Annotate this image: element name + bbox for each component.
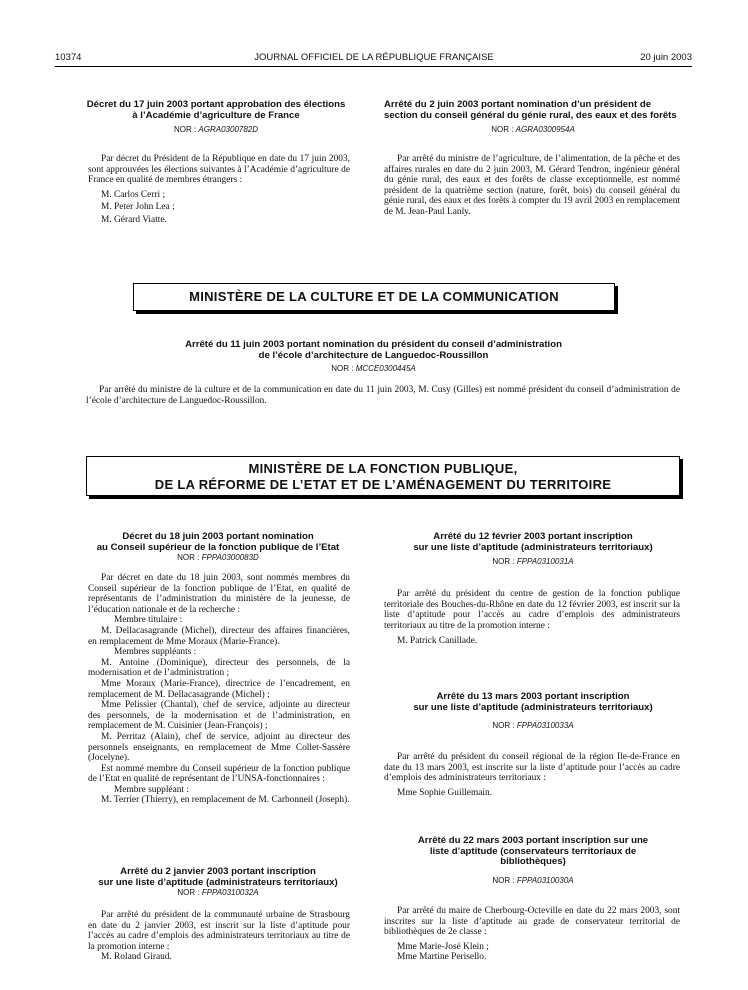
section-heading: Membre suppléant :	[114, 784, 189, 795]
article-text: Par décret en date du 18 juin 2003, sont nommés membres du Conseil supérieur de la fonction publique de l’Etat, en qualité de représentants de l’administration du ministère de la jeunesse, de l’éducation nationale et de la recherche :	[88, 573, 350, 615]
page-number: 10374	[55, 52, 82, 63]
nor-reference	[384, 557, 682, 567]
article-liste-aptitude-ile-de-france	[384, 692, 682, 731]
article-title: Arrêté du 2 juin 2003 portant nomination d’un président de section du conseil général du génie rural, des eaux et des forêts	[384, 99, 677, 121]
article-title-line: Arrêté du 2 janvier 2003 portant inscription	[120, 866, 316, 877]
article-liste-aptitude-bouches-du-rhone	[384, 532, 682, 567]
section-heading: Membre titulaire :	[114, 615, 183, 626]
ministry-heading-line: DE LA RÉFORME DE L’ETAT ET DE L’AMÉNAGEMENT DU TERRITOIRE	[154, 477, 612, 492]
nor-code: FPPA0300083D	[201, 553, 259, 562]
article-body	[88, 154, 350, 226]
article-conseil-superieur	[86, 532, 350, 563]
article-title-line: sur une liste d’aptitude (administrateurs territoriaux)	[413, 541, 653, 553]
inscrit-name: Mme Marie-José Klein ;	[397, 941, 489, 952]
nor-reference	[86, 553, 350, 563]
member-item: Mme Pelissier (Chantal), chef de service, adjointe au directeur des personnels, de la modernisation et de l’administration, en remplacement de M. Cuisinier (Jean-François) ;	[88, 700, 350, 732]
article-title-line: au Conseil supérieur de la fonction publique de l’Etat	[96, 541, 340, 553]
member-item: M. Perritaz (Alain), chef de service, adjoint au directeur des personnels enseignants, en remplacement de Mme Collet-Sassère (Jocelyne).	[88, 731, 350, 764]
article-academie-agriculture	[86, 100, 346, 135]
inscrit-name: Mme Sophie Guillemain.	[397, 787, 493, 798]
inscrit-name: M. Patrick Canillade.	[397, 636, 478, 647]
ministry-fonction-publique-heading	[86, 456, 680, 496]
nor-reference	[384, 125, 682, 135]
nor-label: NOR :	[177, 888, 202, 897]
nor-code: FPPA0310030A	[516, 875, 574, 885]
article-text: Par arrêté du président du conseil régional de la région Ile-de-France en date du 13 mars 2003, est inscrite sur la liste d’aptitude pour l’accès au cadre d’emplois des administrateurs territoriaux :	[384, 752, 680, 784]
member-item: M. Peter John Lea ;	[101, 202, 175, 213]
article-text: Par arrêté du maire de Cherbourg-Octeville en date du 22 mars 2003, sont inscrites sur la liste d’aptitude au grade de conservateur territorial de bibliothèques de 2e classe :	[384, 906, 680, 938]
article-body	[384, 154, 680, 218]
ministry-culture-heading: MINISTÈRE DE LA CULTURE ET DE LA COMMUNICATION	[133, 283, 615, 311]
nor-code: FPPA0310032A	[201, 888, 259, 897]
article-liste-aptitude-cherbourg	[384, 836, 682, 886]
article-title-line: sur une liste d’aptitude (administrateurs territoriaux)	[98, 876, 338, 888]
article-text: Par arrêté du président de la communauté urbaine de Strasbourg en date du 2 janvier 2003, est inscrit sur la liste d’aptitude pour l’accès au cadre d’emplois des administrateurs territoriaux au titre de la promotion interne :	[88, 910, 350, 952]
article-body	[384, 589, 680, 647]
article-text: Par arrêté du ministre de la culture et de la communication en date du 11 juin 2003, M. Cusy (Gilles) est nommé président du conseil d’administration de l’école d’architecture de Languedoc-Roussillon.	[86, 385, 680, 406]
article-title-line: Arrêté du 22 mars 2003 portant inscription sur une	[417, 835, 649, 846]
nor-label: NOR :	[492, 557, 517, 566]
article-ecole-architecture	[55, 340, 692, 374]
article-title-line: de l’école d’architecture de Languedoc-Roussillon	[258, 349, 489, 361]
article-body	[384, 752, 680, 798]
article-conseil-genie-rural	[384, 100, 682, 135]
member-item: M. Gérard Viatte.	[101, 214, 167, 225]
nor-label: NOR :	[492, 875, 517, 885]
article-title-line: Arrêté du 13 mars 2003 portant inscription	[436, 691, 630, 702]
nor-code: MCCE0300445A	[355, 364, 416, 373]
nor-reference	[384, 721, 682, 731]
nor-code: AGRA0300954A	[515, 125, 575, 134]
article-text: Par arrêté du président du centre de gestion de la fonction publique territoriale des Bouches-du-Rhône en date du 12 février 2003, est inscrit sur la liste d’aptitude pour l’accès au cadre d’emplois des administrateurs territoriaux au titre de la promotion interne :	[384, 589, 680, 631]
article-liste-aptitude-strasbourg	[86, 867, 350, 898]
member-item: M. Antoine (Dominique), directeur des personnels, de la modernisation et de l’administration ;	[88, 657, 350, 679]
article-title-line: Décret du 18 juin 2003 portant nomination	[122, 531, 314, 542]
inscrit-name: M. Roland Giraud.	[101, 952, 172, 963]
article-title-line: Arrêté du 11 juin 2003 portant nomination du président du conseil d’administration	[185, 339, 562, 350]
member-item: M. Carlos Cerri ;	[101, 189, 166, 200]
nor-label: NOR :	[492, 721, 517, 730]
article-title-line: Arrêté du 12 février 2003 portant inscription	[433, 531, 633, 542]
header-rule	[55, 66, 692, 67]
article-text: Par décret du Président de la République en date du 17 juin 2003, sont approuvées les élections suivantes à l’Académie d’agriculture de France en qualité de membres étrangers :	[88, 154, 350, 186]
member-item: Mme Moraux (Marie-France), directrice de l’encadrement, en remplacement de M. Dellacasagrande (Michel) ;	[88, 678, 350, 700]
section-heading: Membres suppléants :	[114, 647, 197, 658]
nor-code: FPPA0310033A	[516, 721, 574, 730]
nor-label: NOR :	[173, 125, 199, 134]
article-body	[384, 906, 680, 963]
article-title: Décret du 17 juin 2003 portant approbation des élections à l’Académie d’agriculture de France	[86, 99, 346, 121]
nor-reference	[86, 888, 350, 898]
article-body	[88, 573, 350, 806]
article-text: Est nommé membre du Conseil supérieur de la fonction publique de l’Etat en qualité de représentant de l’UNSA-fonctionnaires :	[88, 763, 350, 785]
article-title-line: sur une liste d’aptitude (administrateurs territoriaux)	[413, 701, 653, 713]
article-title-line: bibliothèques)	[500, 856, 566, 867]
nor-reference	[384, 876, 682, 886]
article-body	[88, 910, 350, 963]
ministry-heading-line: MINISTÈRE DE LA FONCTION PUBLIQUE,	[248, 461, 518, 476]
inscrit-name: Mme Martine Perisello.	[397, 952, 487, 963]
nor-code: FPPA0310031A	[516, 557, 574, 566]
nor-label: NOR :	[331, 364, 356, 373]
journal-title: JOURNAL OFFICIEL DE LA RÉPUBLIQUE FRANÇAISE	[254, 52, 494, 63]
member-item: M. Terrier (Thierry), en remplacement de M. Carbonneil (Joseph).	[101, 795, 350, 806]
article-title-line: liste d’aptitude (conservateurs territoriaux de	[429, 845, 637, 857]
article-text: Par arrêté du ministre de l’agriculture, de l’alimentation, de la pêche et des affaires rurales en date du 2 juin 2003, M. Gérard Tendron, ingénieur général du génie rural, des eaux et des forêts de classe exceptionnelle, est nommé président de la quatrième section (nature, forêt, bois) du conseil général du génie rural, des eaux et des forêts à compter du 19 avril 2003 en remplacement de M. Jean-Paul Lanly.	[384, 154, 680, 217]
article-body	[86, 385, 680, 406]
nor-reference	[86, 125, 346, 135]
nor-label: NOR :	[491, 125, 516, 134]
nor-label: NOR :	[177, 553, 202, 562]
issue-date: 20 juin 2003	[640, 52, 692, 63]
nor-code: AGRA0300782D	[198, 125, 259, 134]
member-item: M. Dellacasagrande (Michel), directeur des affaires financières, en remplacement de Mme Moraux (Marie-France).	[88, 625, 350, 647]
nor-reference	[55, 364, 692, 374]
